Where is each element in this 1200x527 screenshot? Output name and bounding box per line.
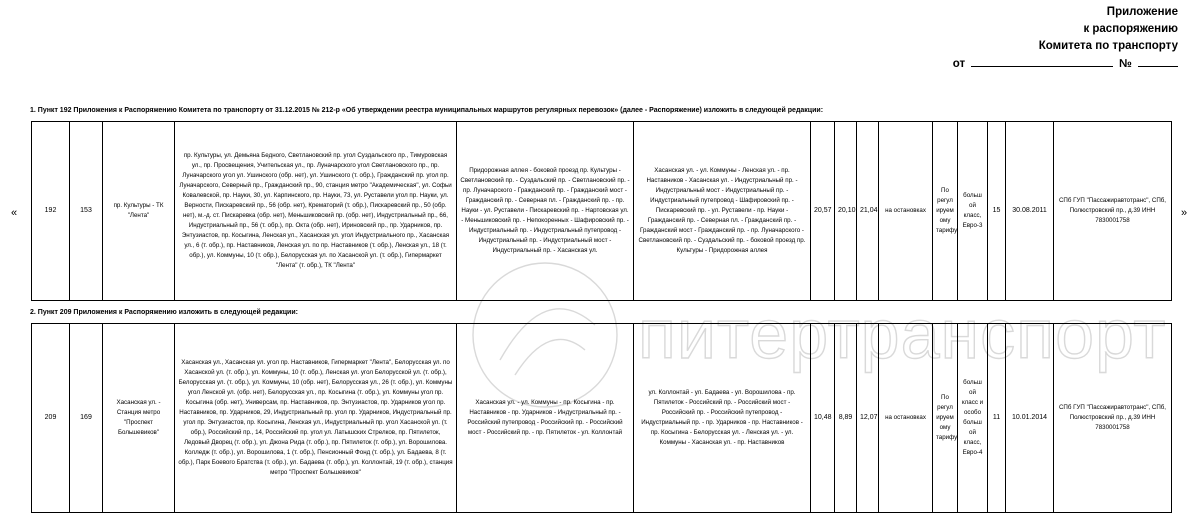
- length-forward-cell: 10,48: [811, 324, 835, 513]
- streets-forward-cell: Хасанская ул. - ул. Коммуны - пр. Косыгина - пр. Наставников - пр. Ударников - Индустриальный пр. - Российский путепровод - Российский пр. - Российский мост - Российский пр. - пр. Пятилеток - ул. Коллонтай: [457, 324, 634, 513]
- reg-number-cell: 209: [32, 324, 70, 513]
- route-number-cell: 169: [70, 324, 103, 513]
- header-line-3: Комитета по транспорту: [1038, 40, 1178, 52]
- point-1-title: 1. Пункт 192 Приложения к Распоряжению Комитета по транспорту от 31.12.2015 № 212-р «Об утверждении реестра муниципальных маршрутов регулярных перевозок» (далее - Распоряжение) изложить в следующей редакции:: [30, 107, 824, 114]
- date-blank: [971, 55, 1113, 67]
- watermark-text: питертранспорт: [638, 295, 1167, 373]
- streets-forward-cell: Придорожная аллея - боковой проезд пр. Культуры - Светлановский пр. - Суздальский пр. - Светлановский пр. - пр. Луначарского - Гражданский пр. - Гражданский мост - Гражданский пр. - Северная пл. - Гражданский пр. - пр. Науки - ул. Руставели - Пискаревский пр. - Нартовская ул. - Меньшиковский пр. - Непокоренных - Шафировский пр. - Индустриальный пр. - Индустриальный путепровод - Индустриальный пр. - Индустриальный мост - Индустриальный пр. - Хасанская ул.: [457, 122, 634, 301]
- length-backward-cell: 20,10: [835, 122, 857, 301]
- route-number-cell: 153: [70, 122, 103, 301]
- length-forward-cell: 20,57: [811, 122, 835, 301]
- stop-order-cell: на остановках: [879, 122, 933, 301]
- stop-order-cell: на остановках: [879, 324, 933, 513]
- route-name-cell: пр. Культуры - ТК "Лента": [103, 122, 175, 301]
- route-name-cell: Хасанская ул. - Станция метро "Проспект Большевиков": [103, 324, 175, 513]
- tariff-cell: По регул ируем ому тарифу: [933, 122, 958, 301]
- from-label: от: [952, 58, 966, 70]
- length-total-cell: 21,04: [857, 122, 879, 301]
- vehicle-class-cell: больш ой класс, Евро-3: [958, 122, 988, 301]
- header-line-1: Приложение: [1106, 6, 1178, 18]
- document-header: [953, 4, 1178, 73]
- vehicle-class-cell: больш ой класс и особо больш ой класс, Евро-4: [958, 324, 988, 513]
- closing-quote: »: [1181, 207, 1188, 219]
- streets-backward-cell: ул. Коллонтай - ул. Бадаева - ул. Ворошилова - пр. Пятилеток - Российский пр. - Российский мост - Российский пр. - Российский путепровод - Индустриальный пр. - пр. Ударников - пр. Наставников - пр. Косыгина - Белорусская ул. - Ленская ул. - ул. Коммуны - Хасанская ул. - пр. Наставников: [634, 324, 811, 513]
- streets-backward-cell: Хасанская ул. - ул. Коммуны - Ленская ул. - пр. Наставников - Хасанская ул. - Индустриальный пр. - Индустриальный мост - Индустриальный пр. - Индустриальный путепровод - Шафировский пр. - Пискаревский пр. - ул. Руставели - пр. Науки - Гражданский пр. - Северная пл. - Гражданский пр. - Гражданский мост - Гражданский пр. - пр. Луначарского - Светлановский пр. - Суздальский пр. - боковой проезд пр. Культуры - Придорожная аллея: [634, 122, 811, 301]
- operator-cell: СПб ГУП "Пассажиравтотранс", СПб, Полюстровский пр., д.39 ИНН 7830001758: [1054, 122, 1172, 301]
- tariff-cell: По регул ируем ому тарифу: [933, 324, 958, 513]
- reg-number-cell: 192: [32, 122, 70, 301]
- header-line-2: к распоряжению: [1083, 23, 1178, 35]
- vehicle-count-cell: 11: [988, 324, 1006, 513]
- length-backward-cell: 8,89: [835, 324, 857, 513]
- number-label: №: [1119, 58, 1132, 70]
- signature-line: [953, 55, 1178, 73]
- route-table-209: [31, 323, 1172, 513]
- start-date-cell: 10.01.2014: [1006, 324, 1054, 513]
- operator-cell: СПб ГУП "Пассажиравтотранс", СПб, Полюстровский пр., д.39 ИНН 7830001758: [1054, 324, 1172, 513]
- number-blank: [1138, 55, 1178, 67]
- opening-quote: «: [11, 207, 18, 219]
- route-table-192: [31, 121, 1172, 301]
- table-row: [32, 122, 1172, 301]
- vehicle-count-cell: 15: [988, 122, 1006, 301]
- point-2-title: 2. Пункт 209 Приложения к Распоряжению изложить в следующей редакции:: [30, 309, 298, 316]
- table-row: [32, 324, 1172, 513]
- stops-cell: пр. Культуры, ул. Демьяна Бедного, Светлановский пр. угол Суздальского пр., Тимуровская ул., пр. Просвещения, Учительская ул., пр. Луначарского угол Светлановского пр., пр. Луначарского угол ул. Ушинского (обр. нет), ул. Ушинского (т. обр.), Гражданский пр. угол пр. Луначарского, Северный пр., Гражданский пр., 90, станция метро "Академическая", ул. Софьи Ковалевской, пр. Науки, 30, ул. Карпинского, пр. Науки, 73, ул. Руставели угол пр. Науки, ул. Верности, Пискаревский пр., 56 (обр. нет), Крематорий (т. обр.), Пискаревский пр., 50 (обр. нет), м.-д. ст. Пискаревка (обр. нет), Меньшиковский пр. (обр. нет), Индустриальный пр., 66, Индустриальный пр., 56 (т. обр.), пр. Окта (обр. нет), Ириновский пр., пр. Ударников, пр. Энтузиастов, пр. Косыгина, Ленская ул., Хасанская ул. угол Индустриального пр., Хасанская ул., 6 (т. обр.), пр. Наставников, Ленская ул. по пр. Наставников (т. обр.), Ленская ул., 18 (т. обр.), ул. Коммуны, 10 (т. обр.), Белорусская ул. по Хасанской ул. (т. обр.), Гипермаркет "Лента" (т. обр.), ТК "Лента": [175, 122, 457, 301]
- stops-cell: Хасанская ул., Хасанская ул. угол пр. Наставников, Гипермаркет "Лента", Белорусская ул. по Хасанской ул. (т. обр.), ул. Коммуны, 10 (т. обр.), Ленская ул. угол Белорусской ул. (т. обр.), Белорусская ул. (т. обр.), ул. Коммуны, 10 (обр. нет), Белорусская ул., 26 (т. обр.), ул. Коммуны угол Ленской ул. (обр. нет), Белорусская ул., пр. Косыгина (т. обр.), ул. Коммуны угол пр. Косыгина (обр. нет), Универсам, пр. Наставников, пр. Энтузиастов, пр. Ударников угол пр. Наставников, пр. Ударников, 29, Индустриальный пр. угол пр. Ударников, Индустриальный пр. угол пр. Энтузиастов, пр. Косыгина, Ленская ул., Индустриальный пр. угол Хасанской ул. (т. обр.), Российский пр., 14, Российский пр. угол ул. Латышских Стрелков, пр. Пятилеток, Ледовый Дворец (т. обр.), ул. Джона Рида (т. обр.), пр. Пятилеток (т. обр.), ул. Ворошилова. Колледж (т. обр.), ул. Ворошилова, 1 (т. обр.), Пенсионный Фонд (т. обр.), ул. Бадаева, 8 (т. обр.), Парк Боевого Братства (т. обр.), ул. Бадаева (т. обр.), ул. Коллонтай, 19 (т. обр.), станция метро "Проспект Большевиков": [175, 324, 457, 513]
- start-date-cell: 30.08.2011: [1006, 122, 1054, 301]
- length-total-cell: 12,07: [857, 324, 879, 513]
